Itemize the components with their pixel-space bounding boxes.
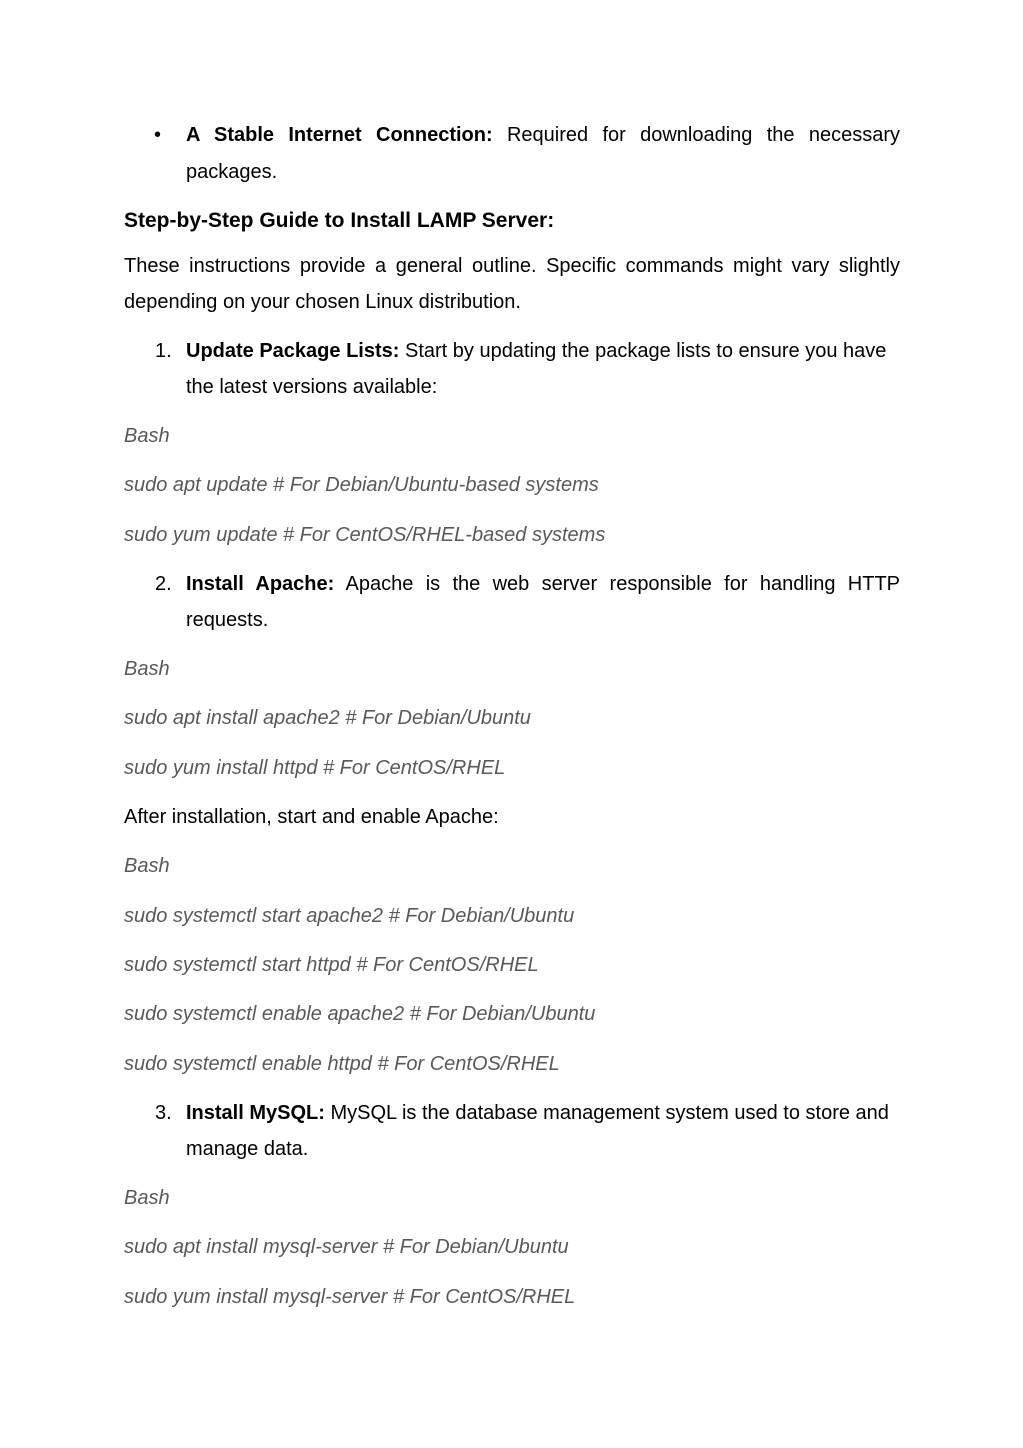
step2-command-5: sudo systemctl enable apache2 # For Debian/Ubuntu — [124, 1003, 596, 1025]
step2-command-4: sudo systemctl start httpd # For CentOS/RHEL — [124, 954, 539, 976]
step3-text: MySQL is the database management system used to store and — [324, 1102, 889, 1124]
intro-line1: These instructions provide a general outline. Specific commands might vary slightly — [124, 255, 900, 277]
step2-code-language: Bash — [124, 658, 170, 680]
bullet-item-line2: packages. — [186, 161, 278, 183]
step1-text: Start by updating the package lists to ensure you have — [399, 340, 887, 362]
step2-number: 2. — [155, 573, 172, 595]
step2-command-3: sudo systemctl start apache2 # For Debian/Ubuntu — [124, 905, 575, 927]
step3-code-language: Bash — [124, 1187, 170, 1209]
step2-text: Apache is the web server responsible for handling HTTP — [345, 573, 900, 595]
step2-line1 — [186, 572, 900, 596]
step1-line2: the latest versions available: — [186, 376, 438, 398]
bullet-item-label: A Stable Internet Connection: — [186, 124, 493, 146]
step2-label: Install Apache: — [186, 573, 335, 595]
bullet-marker: • — [154, 124, 162, 146]
step3-line1 — [186, 1101, 889, 1125]
bullet-item-line1 — [186, 123, 900, 147]
section-heading: Step-by-Step Guide to Install LAMP Server: — [124, 209, 555, 232]
step2-command-2: sudo yum install httpd # For CentOS/RHEL — [124, 757, 506, 779]
step3-label: Install MySQL: — [186, 1102, 325, 1124]
step2-after-text: After installation, start and enable Apache: — [124, 806, 499, 828]
step1-code-language: Bash — [124, 425, 170, 447]
step2-command-1: sudo apt install apache2 # For Debian/Ubuntu — [124, 707, 531, 729]
step3-number: 3. — [155, 1102, 172, 1124]
step2-code-language-2: Bash — [124, 855, 170, 877]
step1-line1 — [186, 339, 886, 363]
step3-line2: manage data. — [186, 1138, 309, 1160]
step1-command-1: sudo apt update # For Debian/Ubuntu-based systems — [124, 474, 599, 496]
step2-line2: requests. — [186, 609, 269, 631]
step3-command-1: sudo apt install mysql-server # For Debian/Ubuntu — [124, 1236, 569, 1258]
step1-label: Update Package Lists: — [186, 340, 400, 362]
step1-command-2: sudo yum update # For CentOS/RHEL-based systems — [124, 524, 606, 546]
bullet-item-text: Required for downloading the necessary — [506, 124, 900, 146]
step3-command-2: sudo yum install mysql-server # For CentOS/RHEL — [124, 1286, 576, 1308]
step2-command-6: sudo systemctl enable httpd # For CentOS/RHEL — [124, 1053, 560, 1075]
intro-line2: depending on your chosen Linux distribution. — [124, 291, 521, 313]
step1-number: 1. — [155, 340, 172, 362]
